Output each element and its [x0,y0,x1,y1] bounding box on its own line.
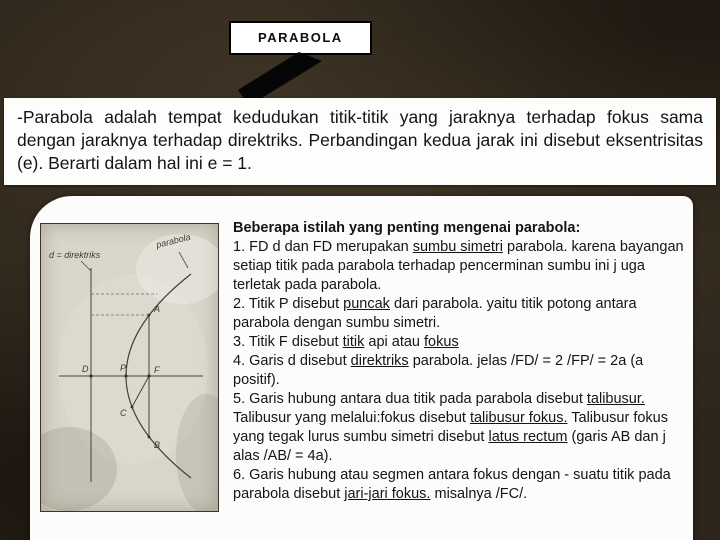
point-F [147,374,150,377]
term-underlined: jari-jari fokus. [344,486,431,502]
term-text: (garis AB dan j alas /AB/ = 4a). [233,429,666,464]
point-C [131,406,134,409]
point-P [124,374,127,377]
directrix-label-arrow [81,261,91,271]
istilah-item [233,295,685,333]
istilah-item [233,466,685,504]
slide-title-box [229,21,372,55]
term-text: dari parabola. yaitu titik potong antara parabola dengan sumbu simetri. [233,296,637,331]
term-text: 6. Garis hubung atau segmen antara fokus dengan - suatu titik pada parabola disebut [233,467,671,502]
term-text: parabola. karena bayangan setiap titik pada parabola terhadap pencerminan sumbu ini j uga terletak pada parabola. [233,239,684,293]
term-text: 5. Garis hubung antara dua titik pada parabola disebut [233,391,587,407]
definition-box [4,98,716,185]
point-label-B: B [154,440,161,450]
term-text: api atau [364,334,425,350]
term-text: Talibusur fokus yang tegak lurus sumbu simetri disebut [233,410,668,445]
term-underlined: titik [342,334,365,350]
istilah-item [233,333,685,352]
term-text: 2. Titik P disebut [233,296,344,312]
parabola-sketch [41,224,218,511]
point-A [148,314,151,317]
term-underlined: latus rectum [488,429,568,445]
istilah-item [233,390,685,466]
point-label-A: A [154,304,161,314]
directrix-label: d = direktriks [49,250,101,260]
term-text: 1. FD d dan FD merupakan [233,239,413,255]
istilah-text-block [233,219,685,504]
istilah-list [233,238,685,504]
term-underlined: fokus [424,334,459,350]
term-underlined: direktriks [350,353,409,369]
point-label-P: P [120,363,127,373]
term-underlined: sumbu simetri [412,239,503,255]
istilah-item [233,352,685,390]
istilah-item [233,238,685,295]
point-B [148,436,151,439]
point-label-F: F [154,365,160,375]
term-text: misalnya /FC/. [430,486,528,502]
content-panel [30,196,693,540]
parabola-diagram-figure [40,223,219,512]
point-label-C: C [120,408,127,418]
slide-title: PARABOLA [258,30,343,45]
term-underlined: talibusur fokus. [469,410,568,426]
point-D [89,374,92,377]
istilah-heading: Beberapa istilah yang penting mengenai parabola: [233,220,581,236]
definition-text: -Parabola adalah tempat kedudukan titik-titik yang jaraknya terhadap fokus sama dengan jaraknya terhadap direktriks. Perbandingan kedua jarak ini disebut eksentrisitas (e). Berarti dalam hal ini e = 1. [17,107,703,173]
parabola-label: parabola [155,231,192,250]
term-text: 4. Garis d disebut [233,353,351,369]
term-text: 3. Titik F disebut [233,334,343,350]
term-text: parabola. jelas /FD/ = 2 /FP/ = 2a (a positif). [233,353,644,388]
term-text: Talibusur yang melalui:fokus disebut [233,410,470,426]
term-underlined: puncak [343,296,390,312]
term-underlined: talibusur. [586,391,645,407]
point-label-D: D [82,364,89,374]
